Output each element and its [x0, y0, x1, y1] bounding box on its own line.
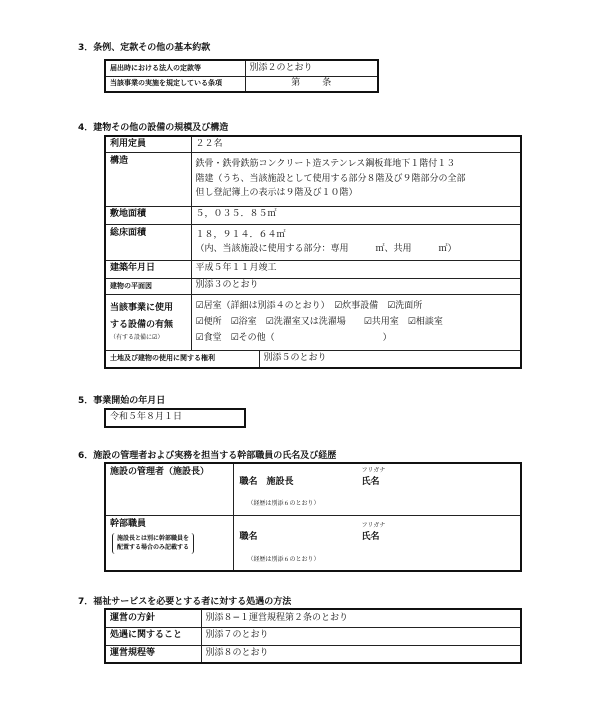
bylaws-value: 別添２のとおり: [245, 60, 378, 76]
regulations-label: 運営規程等: [105, 645, 201, 663]
staff-title: 職名: [239, 531, 258, 542]
floor-area-label: 総床面積: [105, 224, 191, 260]
equipment-label: 当該事業に使用 する設備の有無 （有する設備に☑）: [105, 294, 191, 350]
floor-plan-label: 建物の平面図: [105, 278, 191, 294]
policy-value: 別添８−１運営規程第２条のとおり: [201, 609, 521, 627]
structure-value: 鉄骨・鉄骨鉄筋コンクリート造ステンレス鋼板葺地下１階付１３ 階建（うち、当該施設として使用する部分８階及び９階部分の全部 但し登記簿上の表示は９階及び１０階）: [191, 152, 521, 206]
land-rights-label: 土地及び建物の使用に関する権利: [105, 350, 259, 368]
manager-title: 職名 施設長: [239, 477, 294, 487]
staff-label: 幹部職員: [110, 518, 147, 529]
regulations-value: 別添８のとおり: [201, 645, 521, 663]
staff-label-cell: [105, 515, 233, 571]
basic-articles-table: [104, 59, 379, 93]
site-area-label: 敷地面積: [105, 206, 191, 224]
capacity-value: ２２名: [191, 136, 521, 152]
land-rights-value: 別添５のとおり: [259, 350, 521, 368]
welfare-table: [104, 608, 522, 664]
clause-value: 第 条: [245, 76, 378, 92]
staff-table: [104, 462, 522, 572]
section-4-heading: 4．建物その他の設備の規模及び構造: [78, 123, 229, 133]
clause-label: 当該事業の実施を規定している条項: [105, 76, 245, 92]
manager-label: 施設の管理者（施設長）: [105, 463, 233, 515]
floor-area-value: １８，９１４．６４㎡ （内、当該施設に使用する部分：専用 ㎡、共用 ㎡）: [191, 224, 521, 260]
treatment-value: 別添７のとおり: [201, 627, 521, 645]
structure-label: 構造: [105, 152, 191, 206]
treatment-label: 処遇に関すること: [105, 627, 201, 645]
manager-furigana: フリガナ: [361, 467, 386, 474]
staff-career: （経歴は別添６のとおり）: [247, 555, 320, 563]
staff-name-label: 氏名: [361, 531, 380, 542]
built-date-value: 平成５年１１月竣工: [191, 260, 521, 278]
section-7-heading: 7．福祉サービスを必要とする者に対する処遇の方法: [78, 597, 292, 607]
built-date-label: 建築年月日: [105, 260, 191, 278]
staff-info: [233, 515, 521, 571]
manager-name-label: 氏名: [361, 477, 380, 487]
bylaws-label: 届出時における法人の定款等: [105, 60, 245, 76]
section-3-heading: 3．条例、定款その他の基本約款: [78, 43, 211, 53]
floor-plan-value: 別添３のとおり: [191, 278, 521, 294]
start-date-value: 令和５年８月１日: [105, 409, 245, 427]
section-6-heading: 6．施設の管理者および実務を担当する幹部職員の氏名及び経歴: [78, 451, 337, 461]
start-date-table: [104, 408, 246, 428]
site-area-value: ５，０３５．８５㎡: [191, 206, 521, 224]
staff-note: 施設長とは別に幹部職員を 配置する場合のみ記載する: [112, 533, 194, 554]
equipment-list: ☑居室（詳細は別添４のとおり） ☑炊事設備 ☑洗面所 ☑便所 ☑浴室 ☑洗濯室又は洗濯場 ☑共用室 ☑相談室 ☑食堂 ☑その他（ ）: [191, 294, 521, 350]
policy-label: 運営の方針: [105, 609, 201, 627]
manager-career: （経歴は別添６のとおり）: [247, 500, 320, 507]
staff-furigana: フリガナ: [361, 521, 386, 529]
manager-info: [233, 463, 521, 515]
capacity-label: 利用定員: [105, 136, 191, 152]
section-5-heading: 5．事業開始の年月日: [78, 396, 166, 406]
building-table: [104, 135, 522, 369]
